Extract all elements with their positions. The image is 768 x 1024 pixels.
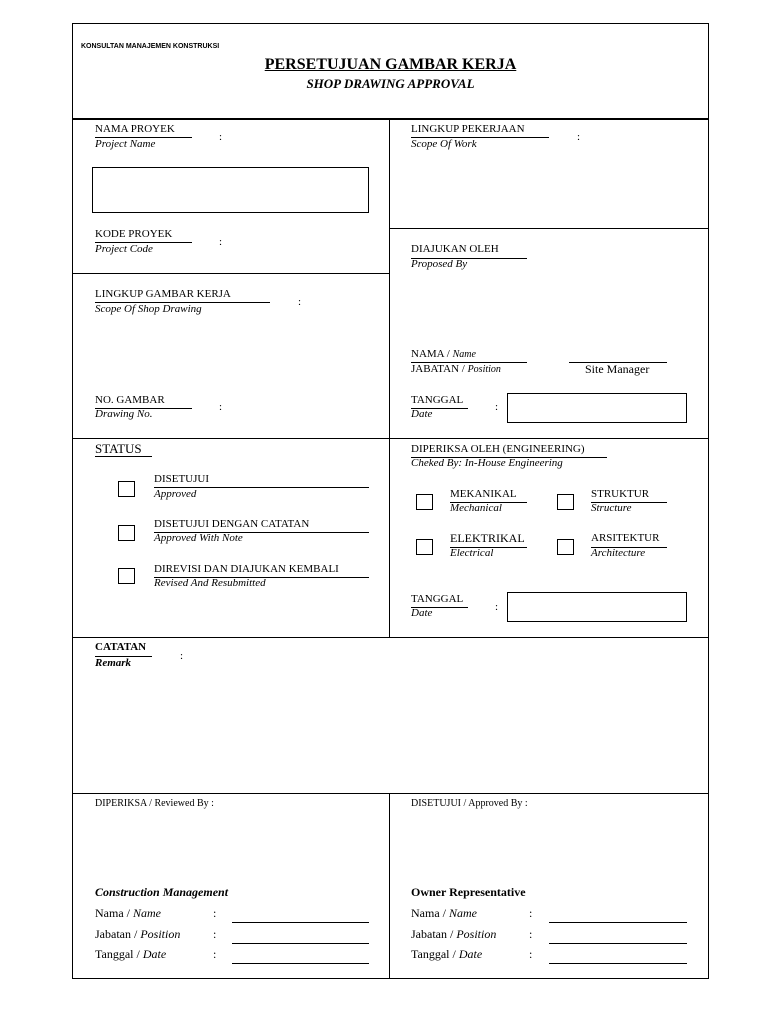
status-revised-label: DIREVISI DAN DIAJUKAN KEMBALI bbox=[154, 563, 339, 575]
column-divider-top bbox=[389, 119, 390, 638]
reviewed-position-field[interactable] bbox=[232, 943, 369, 944]
proposed-position-label: JABATAN / Position bbox=[411, 363, 501, 375]
colon: : bbox=[495, 601, 499, 613]
structure-label-en: Structure bbox=[591, 502, 632, 514]
proposed-name-label: NAMA / Name bbox=[411, 348, 476, 360]
colon: : bbox=[298, 296, 302, 308]
colon: : bbox=[529, 906, 533, 920]
scope-of-work-label-en: Scope Of Work bbox=[411, 138, 477, 150]
divider-signatures bbox=[73, 793, 708, 794]
colon: : bbox=[219, 401, 223, 413]
reviewed-party: Construction Management bbox=[95, 885, 229, 899]
drawing-number-label: NO. GAMBAR bbox=[95, 394, 165, 406]
form-subtitle: SHOP DRAWING APPROVAL bbox=[306, 76, 475, 91]
form-title: PERSETUJUAN GAMBAR KERJA bbox=[264, 56, 517, 73]
divider-right-scope bbox=[389, 228, 708, 229]
approved-position-field[interactable] bbox=[549, 943, 687, 944]
architecture-label-en: Architecture bbox=[591, 547, 646, 559]
colon: : bbox=[180, 650, 184, 662]
divider-left-project bbox=[73, 273, 389, 274]
reviewed-name-field[interactable] bbox=[232, 922, 369, 923]
status-revised-checkbox[interactable] bbox=[118, 568, 135, 584]
approved-party: Owner Representative bbox=[411, 885, 526, 899]
colon: : bbox=[219, 236, 223, 248]
checked-date-label-en: Date bbox=[411, 607, 433, 619]
mechanical-label-en: Mechanical bbox=[450, 502, 502, 514]
divider-status bbox=[73, 438, 708, 439]
approved-name-label: Nama / Name bbox=[411, 906, 477, 920]
proposed-date-label: TANGGAL bbox=[411, 394, 464, 406]
colon: : bbox=[577, 131, 581, 143]
status-approved-with-note-checkbox[interactable] bbox=[118, 525, 135, 541]
reviewed-date-field[interactable] bbox=[232, 963, 369, 964]
proposed-by-label-en: Proposed By bbox=[411, 258, 468, 270]
approved-name-field[interactable] bbox=[549, 922, 687, 923]
proposed-by-label: DIAJUKAN OLEH bbox=[411, 243, 499, 255]
approved-date-label: Tanggal / Date bbox=[411, 947, 483, 961]
colon: : bbox=[529, 927, 533, 941]
colon: : bbox=[213, 947, 217, 961]
shop-drawing-scope-label-en: Scope Of Shop Drawing bbox=[95, 303, 202, 315]
electrical-checkbox[interactable] bbox=[416, 539, 433, 555]
approved-by-label: DISETUJUI / Approved By : bbox=[411, 798, 528, 809]
checked-date-field[interactable] bbox=[507, 592, 687, 622]
consultant-label: KONSULTAN MANAJEMEN KONSTRUKSI bbox=[81, 43, 220, 50]
architecture-checkbox[interactable] bbox=[557, 539, 574, 555]
electrical-label: ELEKTRIKAL bbox=[450, 531, 525, 545]
structure-label: STRUKTUR bbox=[591, 488, 650, 500]
shop-drawing-scope-label: LINGKUP GAMBAR KERJA bbox=[95, 288, 231, 300]
project-name-field[interactable] bbox=[92, 167, 369, 213]
approved-position-label: Jabatan / Position bbox=[411, 927, 497, 941]
status-approved-label: DISETUJUI bbox=[154, 473, 209, 485]
project-code-label: KODE PROYEK bbox=[95, 228, 173, 240]
checked-by-label: DIPERIKSA OLEH (ENGINEERING) bbox=[411, 443, 585, 455]
colon: : bbox=[529, 947, 533, 961]
electrical-label-en: Electrical bbox=[450, 547, 494, 559]
proposed-date-field[interactable] bbox=[507, 393, 687, 423]
architecture-label: ARSITEKTUR bbox=[591, 532, 660, 544]
status-label: STATUS bbox=[95, 441, 142, 456]
reviewed-by-label: DIPERIKSA / Reviewed By : bbox=[95, 798, 214, 809]
status-approved-label-en: Approved bbox=[154, 488, 197, 500]
colon: : bbox=[213, 906, 217, 920]
colon: : bbox=[213, 927, 217, 941]
project-name-label: NAMA PROYEK bbox=[95, 123, 175, 135]
colon: : bbox=[219, 131, 223, 143]
drawing-number-label-en: Drawing No. bbox=[95, 408, 153, 420]
project-name-label-en: Project Name bbox=[95, 138, 156, 150]
remark-label-en: Remark bbox=[95, 657, 132, 669]
proposed-position-value: Site Manager bbox=[585, 362, 650, 376]
colon: : bbox=[495, 401, 499, 413]
status-approved-with-note-label: DISETUJUI DENGAN CATATAN bbox=[154, 518, 310, 530]
status-revised-label-en: Revised And Resubmitted bbox=[154, 577, 266, 589]
checked-by-label-en: Cheked By: In-House Engineering bbox=[411, 457, 563, 469]
remark-field[interactable] bbox=[74, 670, 707, 790]
status-approved-with-note-label-en: Approved With Note bbox=[154, 532, 243, 544]
reviewed-position-label: Jabatan / Position bbox=[95, 927, 181, 941]
mechanical-checkbox[interactable] bbox=[416, 494, 433, 510]
divider-remark bbox=[73, 637, 708, 638]
approved-date-field[interactable] bbox=[549, 963, 687, 964]
mechanical-label: MEKANIKAL bbox=[450, 488, 517, 500]
checked-date-label: TANGGAL bbox=[411, 593, 464, 605]
reviewed-date-label: Tanggal / Date bbox=[95, 947, 167, 961]
status-underline bbox=[95, 456, 152, 457]
reviewed-name-label: Nama / Name bbox=[95, 906, 161, 920]
remark-label: CATATAN bbox=[95, 641, 147, 653]
scope-of-work-label: LINGKUP PEKERJAAN bbox=[411, 123, 525, 135]
status-approved-checkbox[interactable] bbox=[118, 481, 135, 497]
project-code-label-en: Project Code bbox=[95, 243, 153, 255]
column-divider-bottom bbox=[389, 793, 390, 978]
structure-checkbox[interactable] bbox=[557, 494, 574, 510]
proposed-date-label-en: Date bbox=[411, 408, 433, 420]
